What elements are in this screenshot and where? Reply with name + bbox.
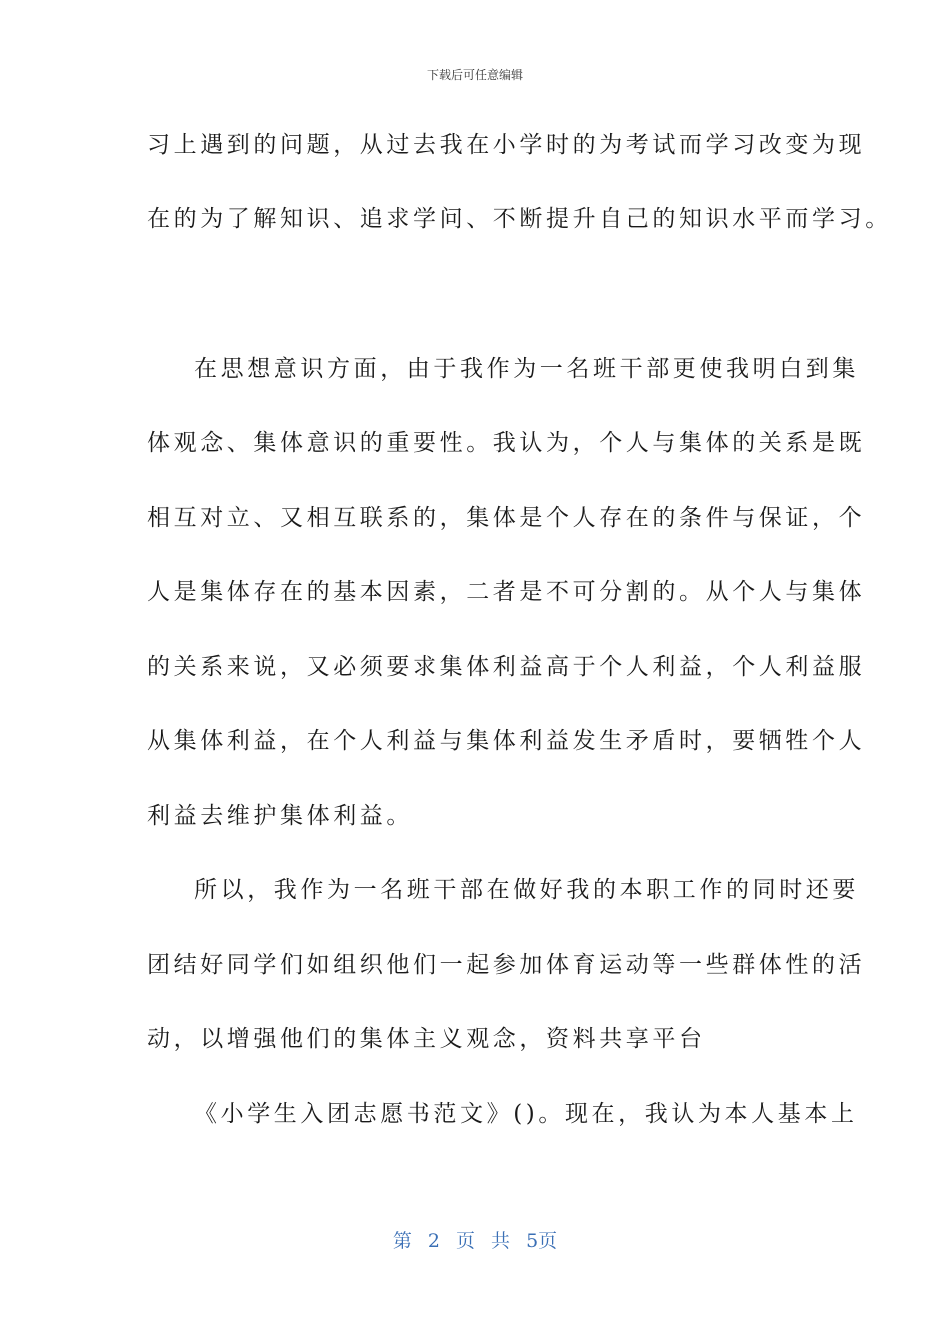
page-header: 下载后可任意编辑 [426,68,523,82]
text-line: 相互对立、又相互联系的，集体是个人存在的条件与保证，个 [147,505,866,531]
page-number-footer: 第 2 页 共 5页 [392,1230,558,1252]
paragraph-start-line: 在思想意识方面，由于我作为一名班干部更使我明白到集 [194,356,859,382]
text-line: 在的为了解知识、追求学问、不断提升自己的知识水平而学习。 [147,206,892,232]
text-line: 的关系来说，又必须要求集体利益高于个人利益，个人利益服 [147,654,866,680]
text-line: 体观念、集体意识的重要性。我认为，个人与集体的关系是既 [147,430,866,456]
text-line: 利益去维护集体利益。 [147,803,413,829]
text-line: 人是集体存在的基本因素，二者是不可分割的。从个人与集体 [147,579,866,605]
text-line: 习上遇到的问题，从过去我在小学时的为考试而学习改变为现 [147,132,866,158]
text-line: 从集体利益，在个人利益与集体利益发生矛盾时，要牺牲个人 [147,728,866,754]
text-line: 团结好同学们如组织他们一起参加体育运动等一些群体性的活 [147,952,866,978]
paragraph-start-line: 《小学生入团志愿书范文》()。现在，我认为本人基本上 [194,1101,858,1127]
text-line: 动，以增强他们的集体主义观念，资料共享平台 [147,1026,706,1052]
paragraph-start-line: 所以，我作为一名班干部在做好我的本职工作的同时还要 [194,877,859,903]
